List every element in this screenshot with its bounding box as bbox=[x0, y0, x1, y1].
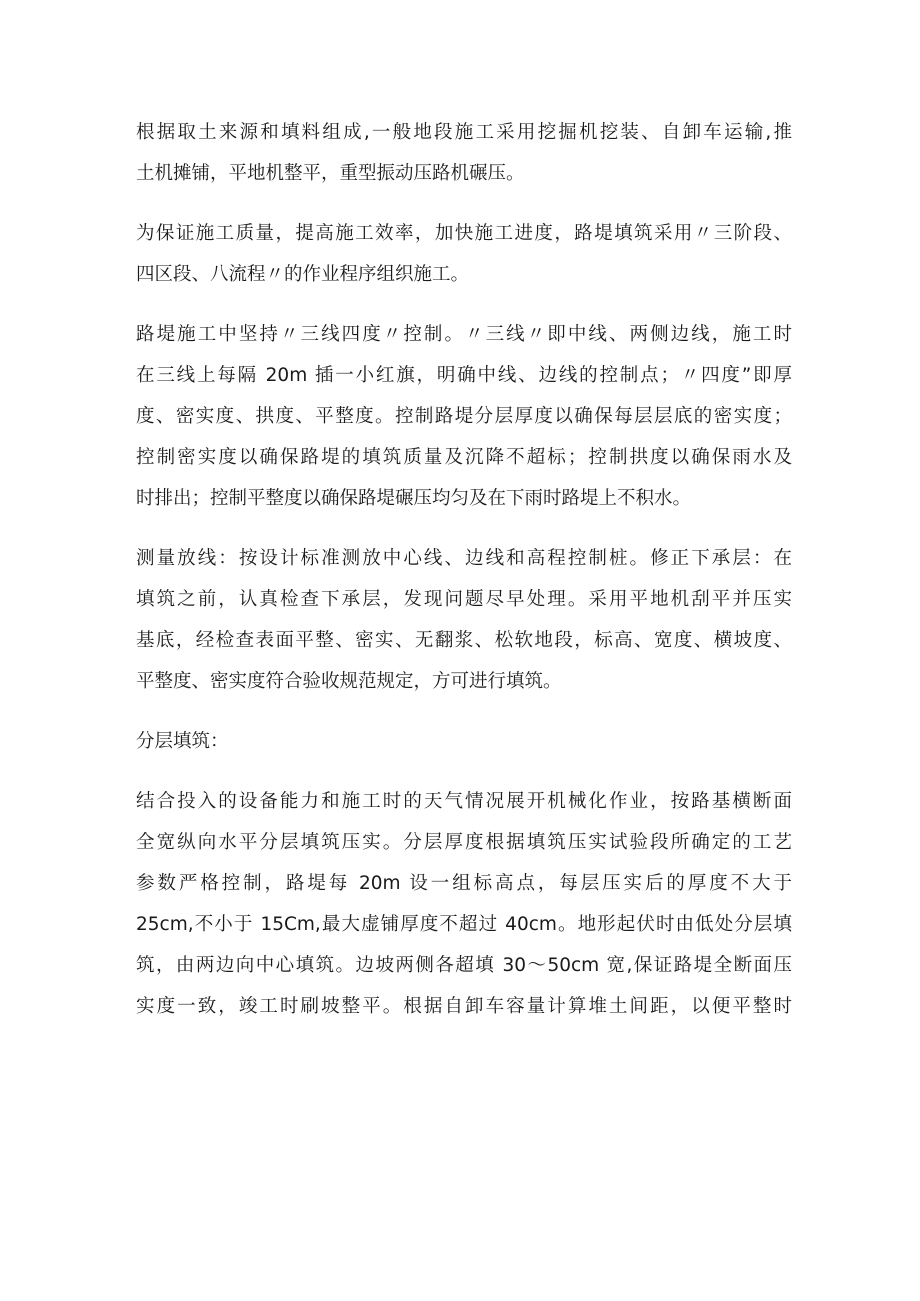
text-line: 根据取土来源和填料组成,一般地段施工采用挖掘机挖装、自卸车运输,推 bbox=[136, 122, 792, 143]
text-line: 控制密实度以确保路堤的填筑质量及沉降不超标；控制拱度以确保雨水及 bbox=[136, 447, 792, 468]
text-line: 分层填筑： bbox=[136, 731, 229, 752]
paragraph-survey bbox=[136, 538, 792, 702]
text-line: 度、密实度、拱度、平整度。控制路堤分层厚度以确保每层层底的密实度； bbox=[136, 406, 792, 427]
text-line: 筑，由两边向中心填筑。边坡两侧各超填 30～50cm 宽,保证路堤全断面压 bbox=[136, 955, 792, 976]
text-line: 四区段、八流程〃的作业程序组织施工。 bbox=[136, 264, 470, 285]
text-line: 时排出；控制平整度以确保路堤碾压均匀及在下雨时路堤上不积水。 bbox=[136, 488, 692, 509]
text-line: 土机摊铺，平地机整平，重型振动压路机碾压。 bbox=[136, 163, 525, 184]
text-line: 实度一致，竣工时刷坡整平。根据自卸车容量计算堆土间距，以便平整时 bbox=[136, 996, 792, 1017]
text-line: 测量放线：按设计标准测放中心线、边线和高程控制桩。修正下承层：在 bbox=[136, 548, 792, 569]
text-line: 25cm,不小于 15Cm,最大虚铺厚度不超过 40cm。地形起伏时由低处分层填 bbox=[136, 914, 792, 935]
text-line: 平整度、密实度符合验收规范规定，方可进行填筑。 bbox=[136, 671, 562, 692]
document-body bbox=[136, 112, 792, 1046]
section-heading-layer bbox=[136, 721, 792, 762]
text-line: 为保证施工质量，提高施工效率，加快施工进度，路堤填筑采用〃三阶段、 bbox=[136, 223, 792, 244]
paragraph-control bbox=[136, 314, 792, 519]
text-line: 参数严格控制，路堤每 20m 设一组标高点，每层压实后的厚度不大于 bbox=[136, 873, 792, 894]
text-line: 在三线上每隔 20m 插一小红旗，明确中线、边线的控制点；〃四度”即厚 bbox=[136, 365, 792, 386]
paragraph-quality bbox=[136, 213, 792, 295]
text-line: 结合投入的设备能力和施工时的天气情况展开机械化作业，按路基横断面 bbox=[136, 791, 792, 812]
text-line: 全宽纵向水平分层填筑压实。分层厚度根据填筑压实试验段所确定的工艺 bbox=[136, 832, 792, 853]
text-line: 基底，经检查表面平整、密实、无翻浆、松软地段，标高、宽度、横坡度、 bbox=[136, 630, 792, 651]
paragraph-layer bbox=[136, 781, 792, 1027]
paragraph-intro bbox=[136, 112, 792, 194]
text-line: 路堤施工中坚持〃三线四度〃控制。〃三线〃即中线、两侧边线，施工时 bbox=[136, 324, 792, 345]
text-line: 填筑之前，认真检查下承层，发现问题尽早处理。采用平地机刮平并压实 bbox=[136, 589, 792, 610]
